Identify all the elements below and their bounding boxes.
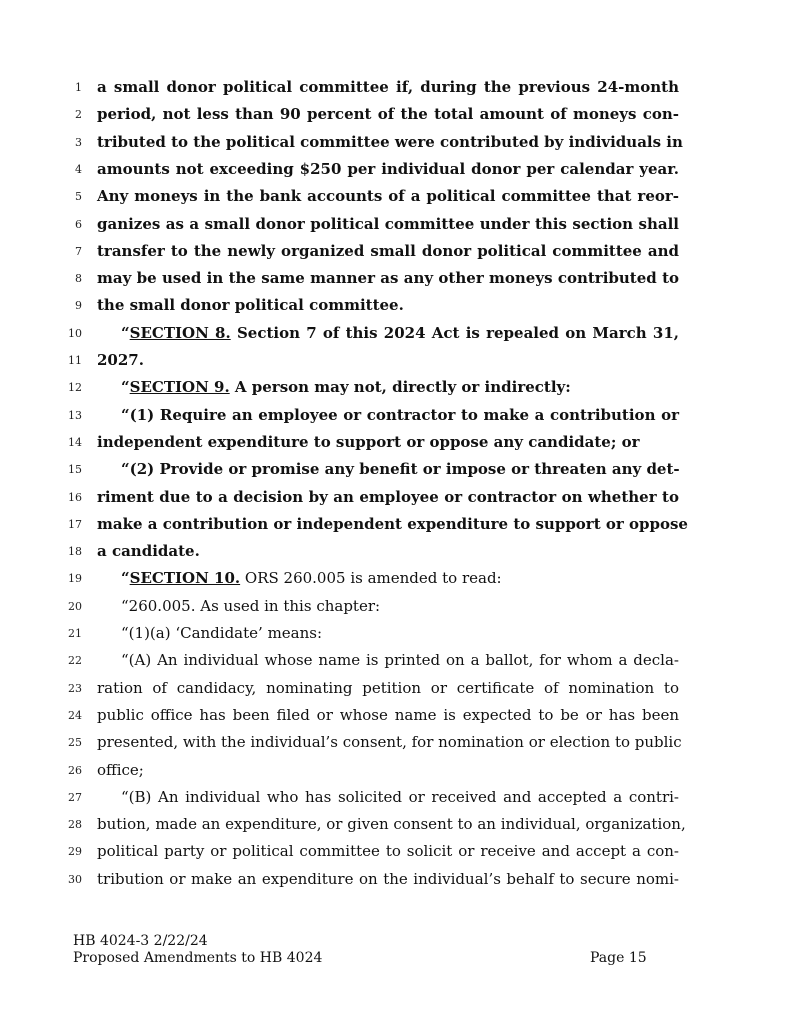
document-line bbox=[0, 593, 800, 620]
line-text bbox=[97, 156, 679, 183]
document-line bbox=[0, 265, 800, 292]
line-text bbox=[121, 565, 679, 592]
document-line bbox=[0, 402, 800, 429]
text-segment: amounts not exceeding $250 per individual donor per calendar year. bbox=[97, 159, 679, 178]
line-number: 22 bbox=[68, 654, 82, 668]
text-segment: period, not less than 90 percent of the total amount of moneys con- bbox=[97, 105, 679, 124]
text-segment: 2027. bbox=[97, 351, 144, 369]
line-text bbox=[97, 757, 679, 784]
line-number: 10 bbox=[68, 326, 82, 340]
line-text bbox=[97, 347, 679, 374]
line-text bbox=[121, 402, 679, 429]
line-number: 29 bbox=[68, 845, 82, 859]
text-segment: bution, made an expenditure, or given consent to an individual, organization, bbox=[97, 815, 686, 834]
text-segment: ration of candidacy, nominating petition or certificate of nomination to bbox=[97, 678, 679, 697]
footer-page-number: Page 15 bbox=[590, 950, 647, 966]
line-number: 21 bbox=[68, 627, 82, 640]
document-line bbox=[0, 292, 800, 319]
line-number: 6 bbox=[75, 217, 82, 231]
line-number: 8 bbox=[75, 272, 82, 286]
line-number: 24 bbox=[68, 708, 82, 722]
document-line bbox=[0, 866, 800, 893]
line-text bbox=[97, 265, 679, 292]
line-text bbox=[97, 238, 679, 265]
line-number: 30 bbox=[68, 872, 82, 886]
document-line bbox=[0, 565, 800, 592]
document-line bbox=[0, 347, 800, 374]
line-number: 27 bbox=[68, 790, 82, 804]
line-text bbox=[121, 784, 679, 811]
line-number: 19 bbox=[68, 572, 82, 586]
line-number: 14 bbox=[68, 435, 82, 449]
footer-description: Proposed Amendments to HB 4024 bbox=[73, 950, 323, 966]
line-text bbox=[121, 593, 679, 620]
document-line bbox=[0, 183, 800, 210]
text-segment: “ bbox=[121, 378, 130, 397]
document-line bbox=[0, 238, 800, 265]
document-line bbox=[0, 647, 800, 674]
text-segment: may be used in the same manner as any other moneys contributed to bbox=[97, 269, 679, 288]
line-text bbox=[97, 484, 679, 511]
line-number: 25 bbox=[68, 736, 82, 750]
text-segment: riment due to a decision by an employee or contractor on whether to bbox=[97, 487, 679, 506]
text-segment: a candidate. bbox=[97, 542, 200, 561]
line-text bbox=[97, 292, 679, 319]
line-number: 1 bbox=[75, 81, 82, 94]
text-segment: “(A) An individual whose name is printed on a ballot, for whom a decla- bbox=[121, 651, 679, 670]
line-number: 11 bbox=[68, 354, 82, 367]
document-line bbox=[0, 101, 800, 128]
line-text bbox=[97, 129, 683, 156]
text-segment: transfer to the newly organized small donor political committee and bbox=[97, 241, 679, 260]
document-line bbox=[0, 129, 800, 156]
text-segment: presented, with the individual’s consent, for nomination or election to public bbox=[97, 733, 682, 752]
line-number: 9 bbox=[75, 299, 82, 313]
text-segment: “(B) An individual who has solicited or received and accepted a contri- bbox=[121, 787, 679, 806]
line-text bbox=[97, 429, 679, 456]
line-text bbox=[97, 866, 679, 893]
line-number: 18 bbox=[68, 545, 82, 559]
document-line bbox=[0, 838, 800, 865]
text-segment: Section 7 of this 2024 Act is repealed on March 31, bbox=[230, 323, 679, 342]
line-text bbox=[97, 511, 688, 538]
line-number: 15 bbox=[68, 463, 82, 477]
document-line bbox=[0, 484, 800, 511]
line-text bbox=[121, 620, 679, 647]
line-text bbox=[97, 74, 679, 101]
text-segment: a small donor political committee if, during the previous 24-month bbox=[97, 78, 679, 96]
line-text bbox=[97, 675, 679, 702]
document-line bbox=[0, 211, 800, 238]
line-text bbox=[97, 838, 679, 865]
section-heading: SECTION 8. bbox=[129, 323, 231, 342]
line-number: 2 bbox=[75, 108, 82, 122]
line-text bbox=[121, 647, 679, 674]
text-segment: the small donor political committee. bbox=[97, 296, 404, 315]
line-text bbox=[121, 456, 679, 483]
document-line bbox=[0, 456, 800, 483]
line-number: 13 bbox=[68, 408, 82, 422]
text-segment: political party or political committee to solicit or receive and accept a con- bbox=[97, 842, 679, 861]
text-segment: “(2) Provide or promise any benefit or impose or threaten any det- bbox=[121, 460, 680, 479]
line-number: 3 bbox=[75, 135, 82, 149]
line-text bbox=[121, 320, 679, 347]
document-line bbox=[0, 320, 800, 347]
text-segment: office; bbox=[97, 760, 144, 779]
document-line bbox=[0, 757, 800, 784]
document-line bbox=[0, 811, 800, 838]
text-segment: “(1)(a) ‘Candidate’ means: bbox=[121, 624, 323, 642]
line-text bbox=[97, 702, 679, 729]
text-segment: “ bbox=[121, 569, 130, 588]
text-segment: tribution or make an expenditure on the individual’s behalf to secure nomi- bbox=[97, 869, 679, 888]
line-number: 5 bbox=[75, 190, 82, 204]
line-number: 16 bbox=[68, 490, 82, 504]
text-segment: make a contribution or independent expenditure to support or oppose bbox=[97, 514, 688, 533]
text-segment: public office has been filed or whose name is expected to be or has been bbox=[97, 705, 679, 724]
text-segment: tributed to the political committee were contributed by individuals in bbox=[97, 132, 683, 151]
line-number: 12 bbox=[68, 381, 82, 395]
section-heading: SECTION 10. bbox=[129, 569, 241, 588]
footer-doc-id: HB 4024-3 2/22/24 bbox=[73, 933, 208, 949]
text-segment: independent expenditure to support or oppose any candidate; or bbox=[97, 432, 640, 451]
document-line bbox=[0, 675, 800, 702]
line-text bbox=[97, 183, 679, 210]
line-text bbox=[97, 211, 679, 238]
line-number: 7 bbox=[75, 244, 82, 258]
line-number: 4 bbox=[75, 162, 82, 176]
line-text bbox=[97, 538, 679, 565]
line-text bbox=[97, 811, 686, 838]
text-segment: A person may not, directly or indirectly: bbox=[229, 378, 571, 397]
section-heading: SECTION 9. bbox=[129, 378, 230, 397]
document-line bbox=[0, 429, 800, 456]
line-text bbox=[97, 101, 679, 128]
document-line bbox=[0, 374, 800, 401]
text-segment: ganizes as a small donor political committee under this section shall bbox=[97, 214, 679, 233]
document-line bbox=[0, 729, 800, 756]
line-number: 17 bbox=[68, 517, 82, 531]
document-line bbox=[0, 74, 800, 101]
document-line bbox=[0, 784, 800, 811]
text-segment: ORS 260.005 is amended to read: bbox=[240, 569, 502, 588]
text-segment: Any moneys in the bank accounts of a political committee that reor- bbox=[97, 187, 679, 206]
document-line bbox=[0, 156, 800, 183]
line-number: 26 bbox=[68, 763, 82, 777]
document-line bbox=[0, 702, 800, 729]
document-line bbox=[0, 538, 800, 565]
line-number: 23 bbox=[68, 681, 82, 695]
text-segment: “(1) Require an employee or contractor to make a contribution or bbox=[121, 405, 679, 424]
text-segment: “ bbox=[121, 323, 130, 342]
line-number: 28 bbox=[68, 818, 82, 832]
text-segment: “260.005. As used in this chapter: bbox=[121, 596, 381, 615]
line-number: 20 bbox=[68, 599, 82, 613]
document-line bbox=[0, 620, 800, 647]
line-text bbox=[121, 374, 679, 401]
line-text bbox=[97, 729, 682, 756]
document-line bbox=[0, 511, 800, 538]
